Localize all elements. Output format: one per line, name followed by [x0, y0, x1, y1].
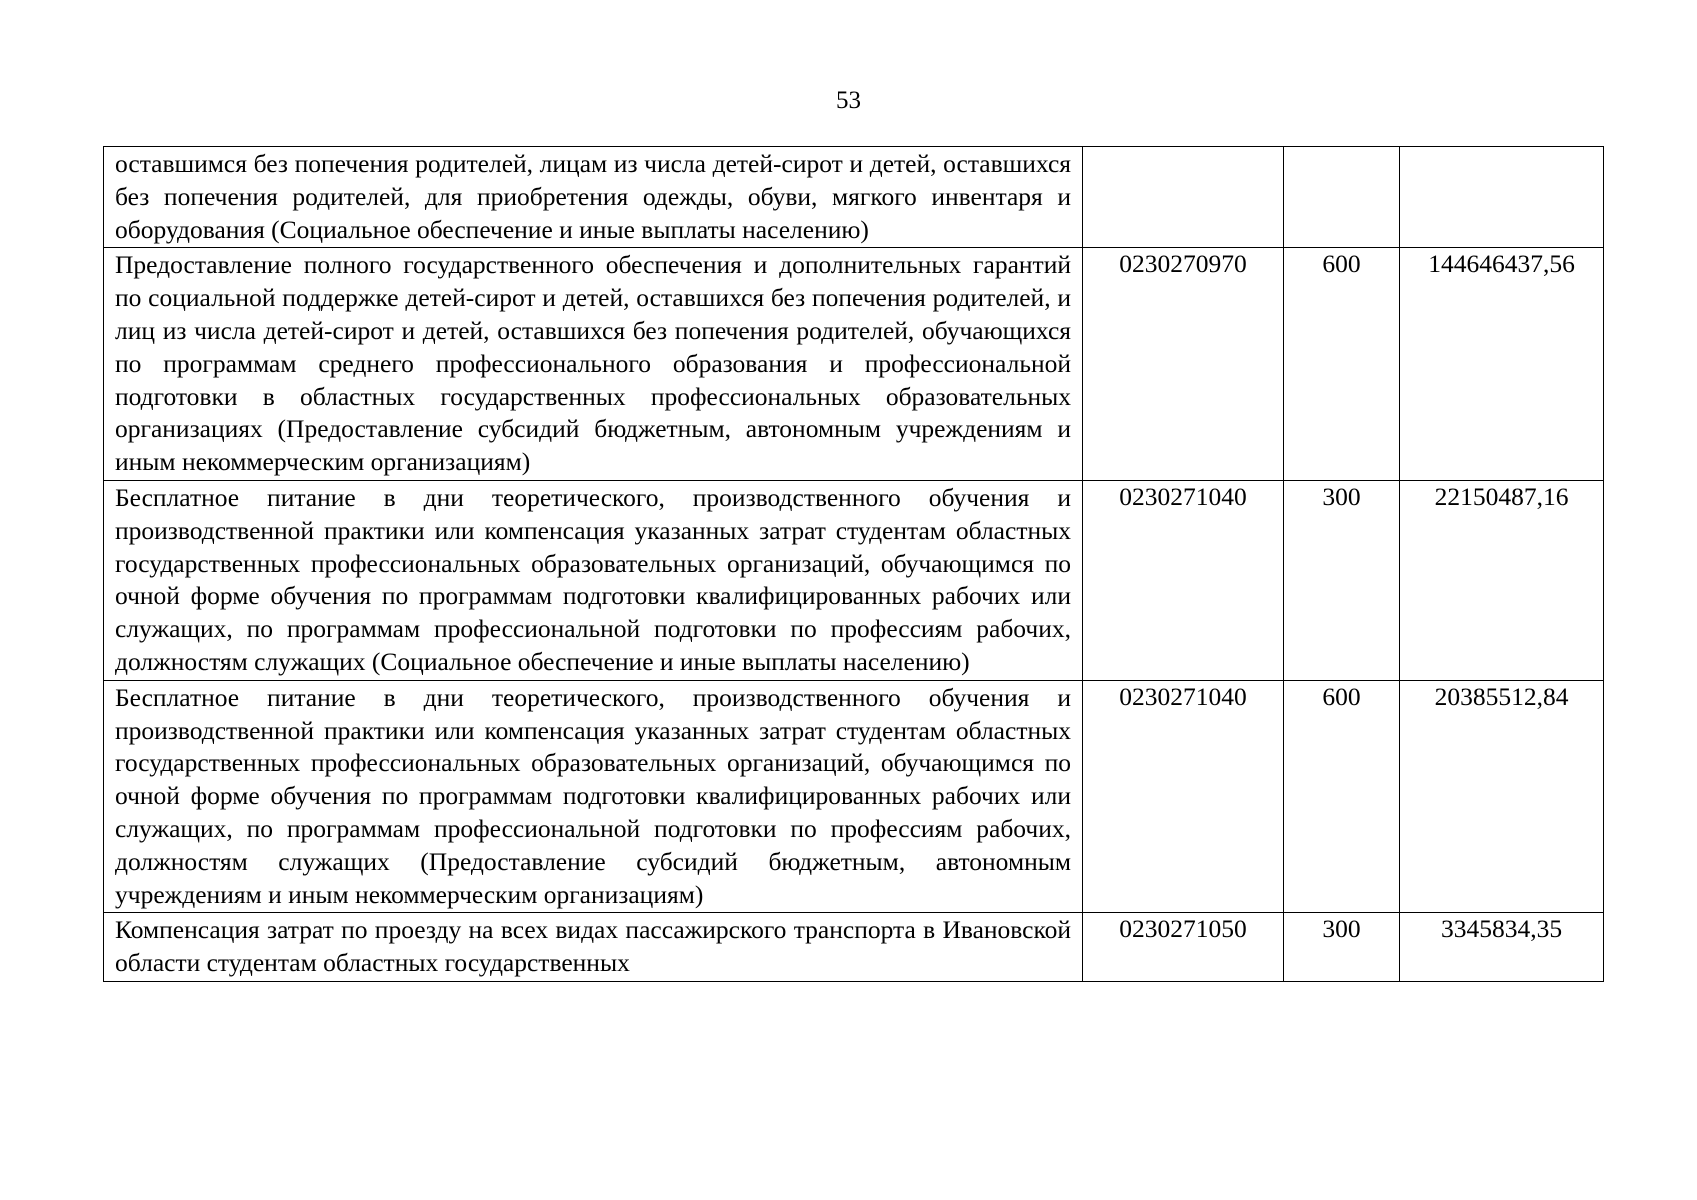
- expense-kind-cell: [1284, 147, 1400, 248]
- description-cell: [104, 913, 1083, 982]
- description-text: Компенсация затрат по проезду на всех видах пассажирского транспорта в Ивановской области студентам областных государственных: [115, 915, 1071, 978]
- budget-table: [103, 146, 1604, 982]
- description-text: Бесплатное питание в дни теоретического, производственного обучения и производственной практики или компенсация указанных затрат студентам областных государственных профессиональных образовательных организаций, обучающимся по очной форме обучения по программам подготовки квалифицированных рабочих или служащих, по программам профессиональной подготовки по профессиям рабочих, должностям служащих (Социальное обеспечение и иные выплаты населению): [115, 482, 1071, 676]
- target-code-cell: 0230271040: [1083, 480, 1284, 680]
- description-text: Предоставление полного государственного обеспечения и дополнительных гарантий по социальной поддержке детей-сирот и детей, оставшихся без попечения родителей, и лиц из числа детей-сирот и детей, оставшихся без попечения родителей, обучающихся по программам среднего профессионального образования и профессиональной подготовки в областных государственных профессиональных образовательных организациях (Предоставление субсидий бюджетным, автономным учреждениям и иным некоммерческим организациям): [115, 250, 1071, 477]
- target-code-cell: 0230271040: [1083, 680, 1284, 913]
- target-code-cell: [1083, 147, 1284, 248]
- amount-cell: [1400, 147, 1604, 248]
- expense-kind-cell: 300: [1284, 913, 1400, 982]
- table-row: [104, 913, 1604, 982]
- table-row: [104, 480, 1604, 680]
- description-cell: [104, 147, 1083, 248]
- description-cell: [104, 480, 1083, 680]
- expense-kind-cell: 600: [1284, 248, 1400, 481]
- table-row: [104, 147, 1604, 248]
- table-row: [104, 248, 1604, 481]
- amount-cell: 22150487,16: [1400, 480, 1604, 680]
- amount-cell: 3345834,35: [1400, 913, 1604, 982]
- target-code-cell: 0230271050: [1083, 913, 1284, 982]
- target-code-cell: 0230270970: [1083, 248, 1284, 481]
- page-number: 53: [836, 87, 861, 114]
- description-cell: [104, 680, 1083, 913]
- amount-cell: 144646437,56: [1400, 248, 1604, 481]
- table-row: [104, 680, 1604, 913]
- amount-cell: 20385512,84: [1400, 680, 1604, 913]
- expense-kind-cell: 300: [1284, 480, 1400, 680]
- description-cell: [104, 248, 1083, 481]
- expense-kind-cell: 600: [1284, 680, 1400, 913]
- description-text: Бесплатное питание в дни теоретического, производственного обучения и производственной практики или компенсация указанных затрат студентам областных государственных профессиональных образовательных организаций, обучающимся по очной форме обучения по программам подготовки квалифицированных рабочих или служащих, по программам профессиональной подготовки по профессиям рабочих, должностям служащих (Предоставление субсидий бюджетным, автономным учреждениям и иным некоммерческим организациям): [115, 682, 1071, 909]
- description-text: оставшимся без попечения родителей, лицам из числа детей-сирот и детей, оставшихся без попечения родителей, для приобретения одежды, обуви, мягкого инвентаря и оборудования (Социальное обеспечение и иные выплаты населению): [115, 149, 1071, 244]
